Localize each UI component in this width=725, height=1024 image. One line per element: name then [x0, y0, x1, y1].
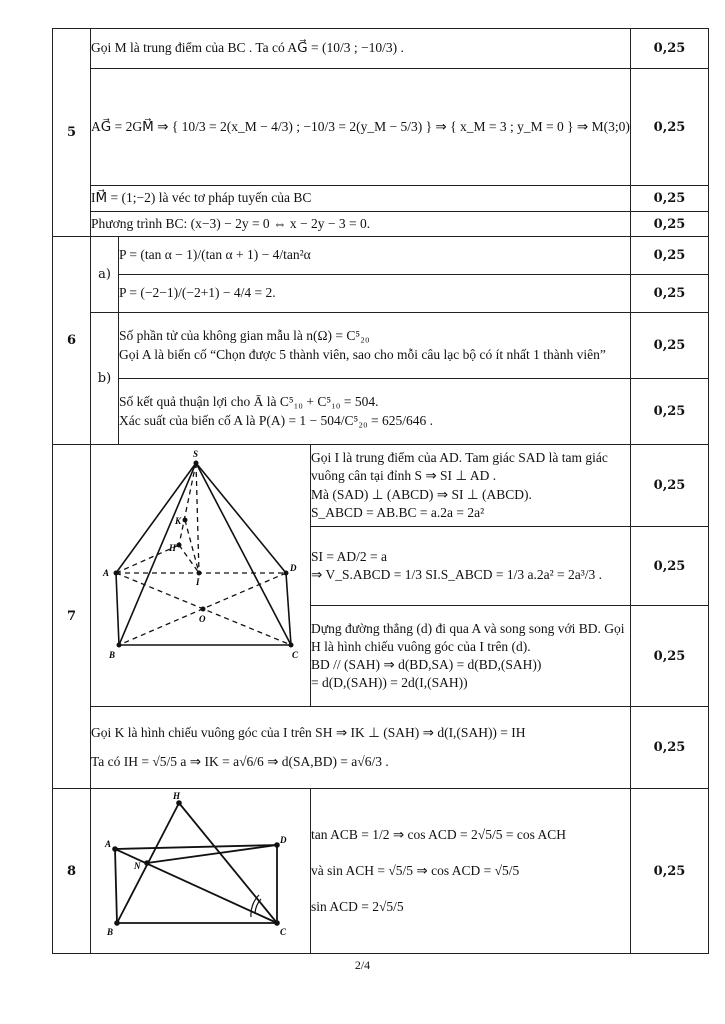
- question-number-8: 8: [53, 789, 91, 954]
- question-number-6: 6: [53, 237, 91, 445]
- question-number-5: 5: [53, 29, 91, 237]
- q7-points-3: 0,25: [631, 606, 709, 707]
- q6-part-a-label: a): [91, 237, 119, 313]
- q8-line-2: và sin ACH = √5/5 ⇒ cos ACD = √5/5: [311, 862, 520, 878]
- q6-points-1: 0,25: [631, 237, 709, 275]
- point-label-h: H: [169, 543, 177, 553]
- q6-a-row-2: P = (−2−1)/(−2+1) − 4/4 = 2.: [119, 275, 631, 313]
- q7-points-4: 0,25: [631, 707, 709, 789]
- point-label-k: K: [175, 516, 182, 526]
- q6-b-row-1-line-2: Gọi A là biến cố “Chọn được 5 thành viên, sao cho mỗi câu lạc bộ có ít nhất 1 thành viên”: [119, 346, 606, 362]
- q6-part-b-label: b): [91, 313, 119, 445]
- q5-row-2: AG⃗ = 2GM⃗ ⇒ { 10/3 = 2(x_M − 4/3) ; −10/3 = 2(y_M − 5/3) } ⇒ { x_M = 3 ; y_M = 0 } ⇒ M(3;0): [91, 69, 631, 186]
- q8-text: [311, 789, 631, 954]
- point-label-h-8: H: [173, 791, 181, 801]
- q8-figure: [91, 789, 311, 954]
- q7-pyramid-figure: [91, 445, 311, 707]
- q6-b-row-2-line-1: Số kết quả thuận lợi cho Ā là C⁵₁₀ + C⁵₁₀ = 504.: [119, 394, 379, 410]
- q7-text-2: [311, 527, 631, 606]
- q6-points-4: 0,25: [631, 379, 709, 445]
- vertex-label-s: S: [193, 449, 199, 459]
- q7-bottom-line-1: Gọi K là hình chiếu vuông góc của I trên SH ⇒ IK ⊥ (SAH) ⇒ d(I,(SAH)) = IH: [91, 725, 526, 741]
- question-number-7: 7: [53, 445, 91, 789]
- q7-text-3-line-2: BD // (SAH) ⇒ d(BD,SA) = d(BD,(SAH)): [311, 657, 542, 672]
- q6-b-row-2: [119, 379, 631, 445]
- q7-bottom-line-2: Ta có IH = √5/5 a ⇒ IK = a√6/6 ⇒ d(SA,BD) = a√6/3 .: [91, 753, 389, 769]
- q6-a-row-1: P = (tan α − 1)/(tan α + 1) − 4/tan²α: [119, 237, 631, 275]
- q6-points-2: 0,25: [631, 275, 709, 313]
- q5-points-2: 0,25: [631, 69, 709, 186]
- q7-points-2: 0,25: [631, 527, 709, 606]
- vertex-label-d-8: D: [280, 835, 287, 845]
- q5-row-1: Gọi M là trung điểm của BC . Ta có AG⃗ = (10/3 ; −10/3) .: [91, 29, 631, 69]
- vertex-label-c: C: [292, 650, 299, 660]
- q7-points-1: 0,25: [631, 445, 709, 527]
- q8-line-1: tan ACB = 1/2 ⇒ cos ACD = 2√5/5 = cos ACH: [311, 826, 566, 842]
- vertex-label-d: D: [290, 563, 297, 573]
- q6-b-row-1-line-1: Số phần tử của không gian mẫu là n(Ω) = C⁵₂₀: [119, 328, 370, 344]
- q7-text-1-line-3: S_ABCD = AB.BC = a.2a = 2a²: [311, 504, 485, 520]
- q6-b-row-2-line-2: Xác suất của biến cố A là P(A) = 1 − 504/C⁵₂₀ = 625/646 .: [119, 412, 434, 428]
- vertex-label-a-8: A: [105, 839, 112, 849]
- q7-text-1-line-1: Gọi I là trung điểm của AD. Tam giác SAD là tam giác vuông cân tại đỉnh S ⇒ SI ⊥ AD .: [311, 450, 608, 484]
- vertex-label-b-8: B: [107, 927, 114, 937]
- q6-b-row-1: [119, 313, 631, 379]
- q7-bottom-row: [91, 707, 631, 789]
- answer-table: [52, 28, 709, 954]
- q5-points-3: 0,25: [631, 186, 709, 212]
- q5-points-4: 0,25: [631, 212, 709, 237]
- q7-text-1: [311, 445, 631, 527]
- q7-text-3-line-3: = d(D,(SAH)) = 2d(I,(SAH)): [311, 675, 468, 691]
- q7-text-3-line-1: Dựng đường thẳng (d) đi qua A và song song với BD. Gọi H là hình chiếu vuông góc của I trên (d).: [311, 620, 625, 654]
- vertex-label-b: B: [109, 650, 116, 660]
- q5-row-4: Phương trình BC: (x−3) − 2y = 0 ⇔ x − 2y − 3 = 0.: [91, 212, 631, 237]
- q7-text-2-line-2: ⇒ V_S.ABCD = 1/3 SI.S_ABCD = 1/3 a.2a² = 2a³/3 .: [311, 567, 603, 582]
- page-number: 2/4: [354, 958, 371, 972]
- q7-text-2-line-1: SI = AD/2 = a: [311, 548, 387, 564]
- q7-text-3: [311, 606, 631, 707]
- pyramid-diagram: [91, 445, 311, 700]
- vertex-label-a: A: [103, 568, 110, 578]
- point-label-n-8: N: [134, 861, 141, 871]
- q7-text-1-line-2: Mà (SAD) ⊥ (ABCD) ⇒ SI ⊥ (ABCD).: [311, 486, 532, 502]
- rectangle-diagram: [91, 789, 311, 949]
- q5-row-3: IM⃗ = (1;−2) là véc tơ pháp tuyến của BC: [91, 186, 631, 212]
- q6-points-3: 0,25: [631, 313, 709, 379]
- q8-line-3: sin ACD = 2√5/5: [311, 899, 404, 915]
- vertex-label-c-8: C: [280, 927, 287, 937]
- q8-points-1: 0,25: [631, 789, 709, 954]
- q5-points-1: 0,25: [631, 29, 709, 69]
- point-label-i: I: [196, 577, 200, 587]
- point-label-o: O: [199, 614, 206, 624]
